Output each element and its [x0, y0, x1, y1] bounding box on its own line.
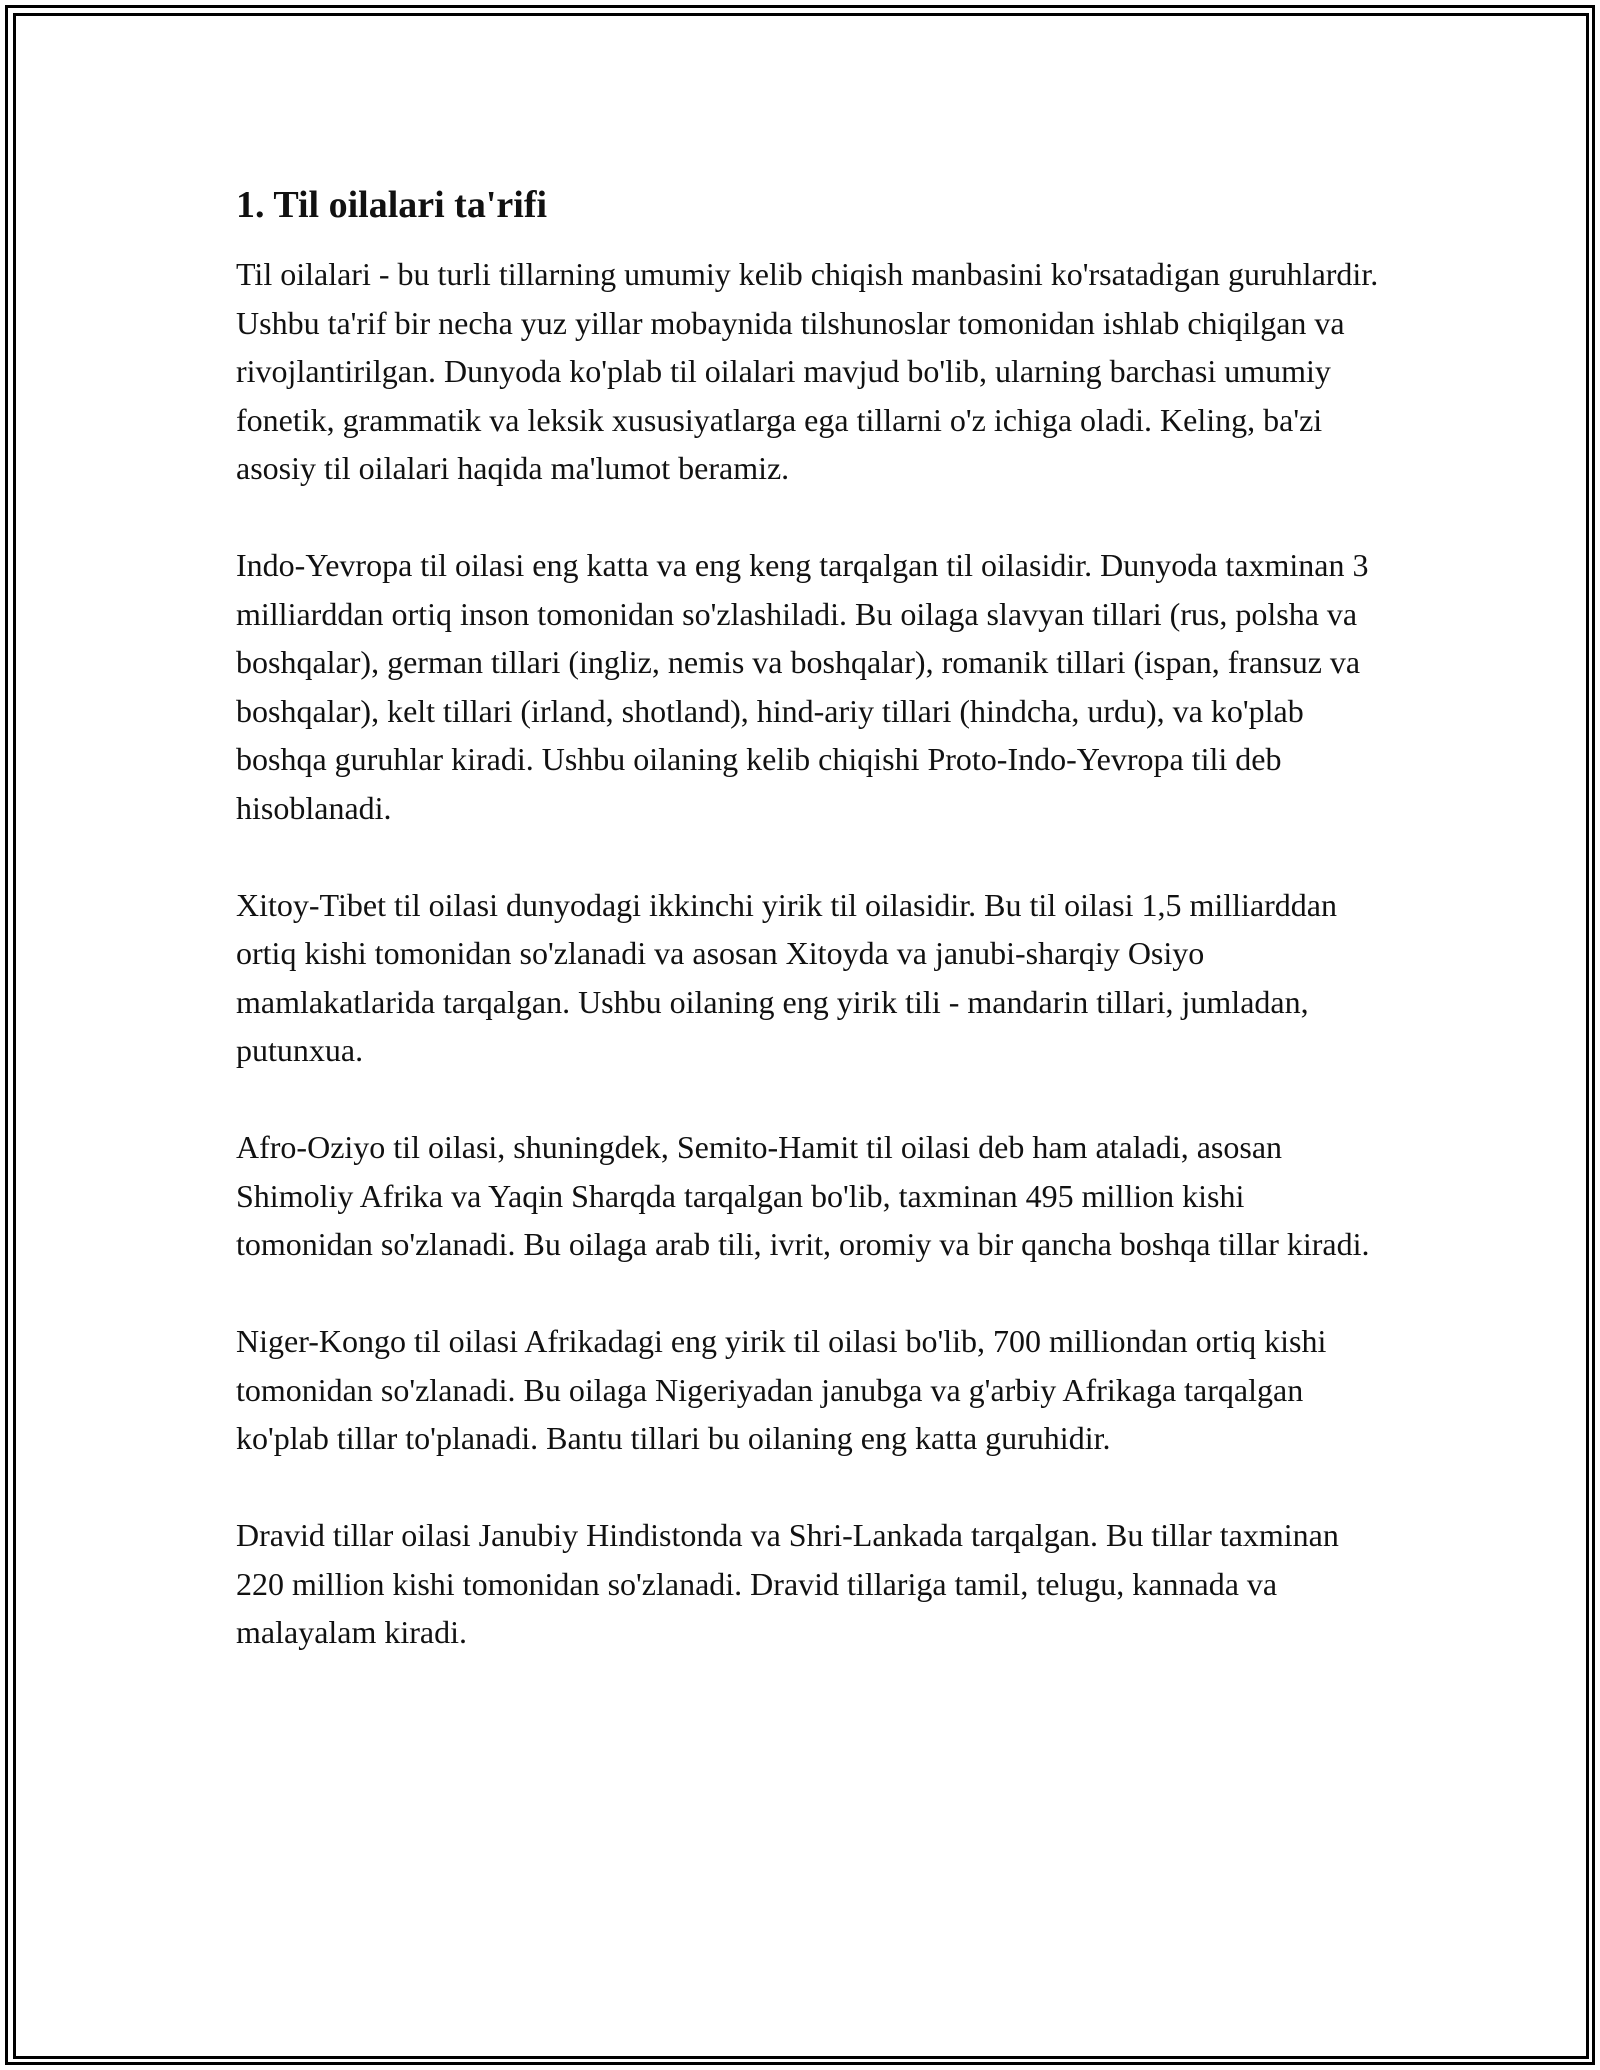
paragraph-dravidian: Dravid tillar oilasi Janubiy Hindistonda va Shri-Lankada tarqalgan. Bu tillar taxminan 220 million kishi tomonidan so'zlanadi. Dravid tillariga tamil, telugu, kannada va malayalam kiradi. [236, 1517, 1339, 1650]
paragraph-sino-tibetan: Xitoy-Tibet til oilasi dunyodagi ikkinchi yirik til oilasidir. Bu til oilasi 1,5 milliarddan ortiq kishi tomonidan so'zlanadi va asosan Xitoyda va janubi-sharqiy Osiyo mamlakatlarida tarqalgan. Ushbu oilaning eng yirik tili - mandarin tillari, jumladan, putunxua. [236, 886, 1337, 1068]
paragraph-niger-congo: Niger-Kongo til oilasi Afrikadagi eng yirik til oilasi bo'lib, 700 milliondan ortiq kishi tomonidan so'zlanadi. Bu oilaga Nigeriyadan janubga va g'arbiy Afrikaga tarqalgan ko'plab tillar to'planadi. Bantu tillari bu oilaning eng katta guruhidir. [236, 1323, 1327, 1456]
paragraph-afro-asiatic: Afro-Oziyo til oilasi, shuningdek, Semito-Hamit til oilasi deb ham ataladi, asosan Shimoliy Afrika va Yaqin Sharqda tarqalgan bo'lib, taxminan 495 million kishi tomonidan so'zlanadi. Bu oilaga arab tili, ivrit, oromiy va bir qancha boshqa tillar kiradi. [236, 1129, 1370, 1262]
section-heading: 1. Til oilalari ta'rifi [236, 184, 548, 226]
paragraph-intro: Til oilalari - bu turli tillarning umumiy kelib chiqish manbasini ko'rsatadigan guruhlardir. Ushbu ta'rif bir necha yuz yillar mobaynida tilshunoslar tomonidan ishlab chiqilgan va rivojlantirilgan. Dunyoda ko'plab til oilalari mavjud bo'lib, ularning barchasi umumiy fonetik, grammatik va leksik xususiyatlarga ega tillarni o'z ichiga oladi. Keling, ba'zi asosiy til oilalari haqida ma'lumot beramiz. [236, 256, 1379, 486]
paragraph-indo-european: Indo-Yevropa til oilasi eng katta va eng keng tarqalgan til oilasidir. Dunyoda taxminan 3 milliarddan ortiq inson tomonidan so'zlashiladi. Bu oilaga slavyan tillari (rus, polsha va boshqalar), german tillari (ingliz, nemis va boshqalar), romanik tillari (ispan, fransuz va boshqalar), kelt tillari (irland, shotland), hind-ariy tillari (hindcha, urdu), va ko'plab boshqa guruhlar kiradi. Ushbu oilaning kelib chiqishi Proto-Indo-Yevropa tili deb hisoblanadi. [236, 547, 1369, 826]
document-body [236, 180, 1386, 1657]
